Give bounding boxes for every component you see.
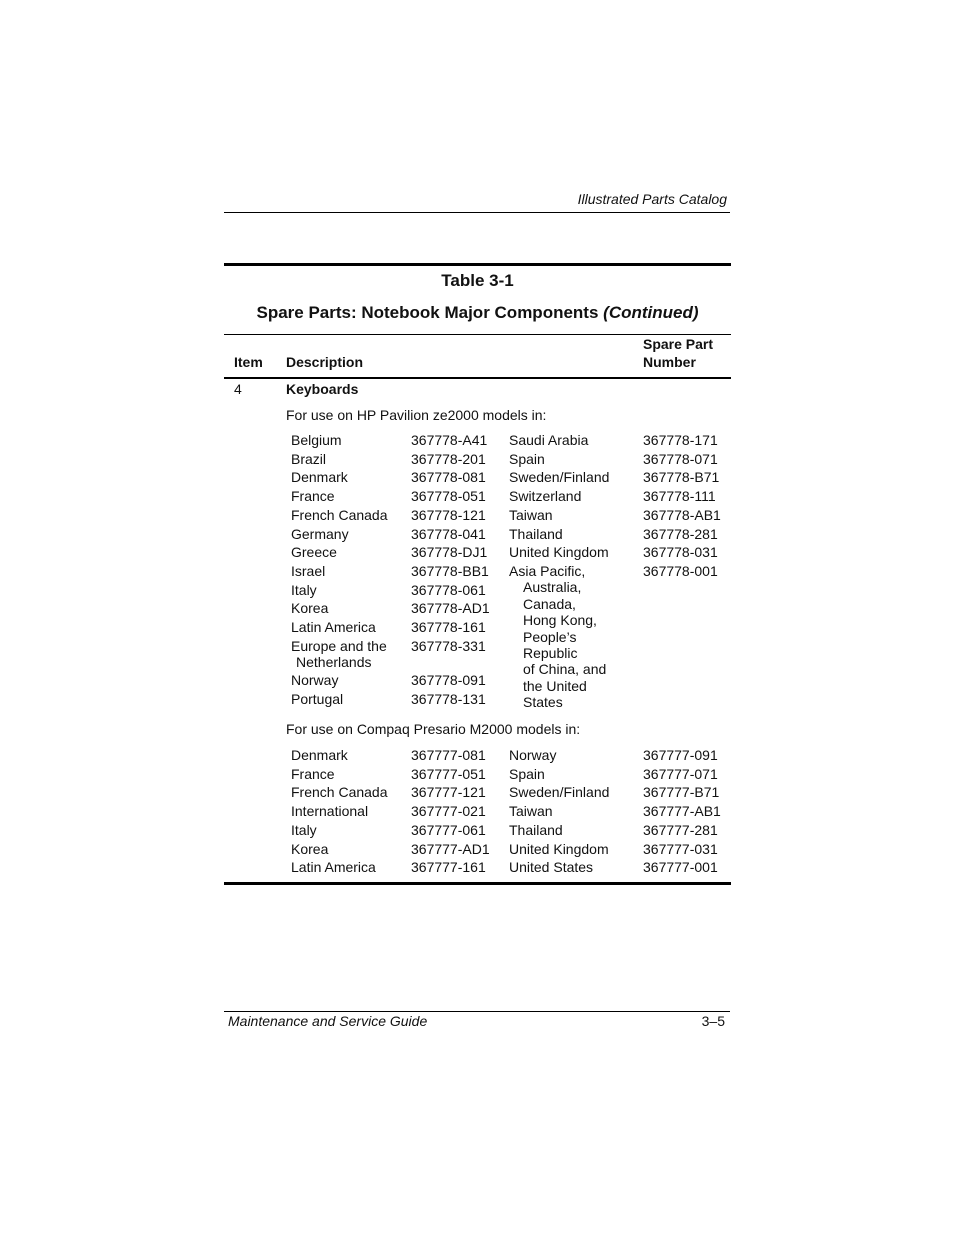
column-header-description: Description: [286, 354, 364, 370]
keyboard-country-asia-line: People’s: [523, 628, 577, 645]
table-top-rule: [224, 263, 731, 266]
keyboard-part-number: 367778-B71: [643, 469, 720, 486]
keyboard-country: Norway: [509, 747, 557, 763]
keyboard-country: Taiwan: [509, 803, 553, 820]
keyboard-part-number: 367777-001: [643, 859, 718, 876]
table-title-suffix: (Continued): [603, 303, 699, 322]
keyboard-country: France: [291, 488, 335, 505]
keyboard-part-number: 367778-171: [643, 432, 718, 448]
table-title: [224, 303, 731, 323]
keyboard-country: Italy: [291, 821, 317, 838]
keyboard-part-number: 367777-071: [643, 765, 718, 782]
keyboard-part-number: 367778-BB1: [411, 562, 489, 579]
keyboard-country: Germany: [291, 525, 349, 542]
keyboard-part-number: 367777-061: [411, 821, 486, 838]
keyboard-country: United Kingdom: [509, 544, 609, 561]
keyboard-part-number: 367778-DJ1: [411, 544, 488, 561]
keyboard-country-asia-line: Canada,: [523, 595, 576, 612]
keyboard-part-number: 367777-281: [643, 821, 718, 838]
keyboard-part-number: 367777-051: [411, 765, 486, 782]
keyboard-country: Thailand: [509, 525, 563, 542]
keyboard-part-number: 367778-061: [411, 581, 486, 598]
keyboard-country: Belgium: [291, 432, 342, 448]
keyboard-part-number: 367778-081: [411, 469, 486, 486]
keyboard-part-number: 367778-161: [411, 619, 486, 635]
keyboard-country: Brazil: [291, 450, 327, 467]
keyboard-part-number: 367778-071: [643, 450, 718, 467]
keyboard-country: French Canada: [291, 784, 388, 801]
keyboard-country-continued: Netherlands: [296, 653, 372, 670]
keyboard-country: Switzerland: [509, 488, 582, 505]
keyboard-country-asia-line: Asia Pacific,: [509, 562, 586, 579]
keyboard-part-number: 367778-201: [411, 450, 486, 467]
keyboard-country: Israel: [291, 562, 326, 579]
keyboard-country: Norway: [291, 672, 339, 689]
table-title-text: Spare Parts: Notebook Major Components: [256, 303, 599, 322]
keyboard-country: Denmark: [291, 747, 348, 763]
keyboard-country-asia-line: the United: [523, 677, 587, 694]
keyboard-part-number: 367777-021: [411, 803, 486, 820]
keyboard-country: Taiwan: [509, 506, 553, 523]
column-header-spare-part-line1: Spare Part: [643, 336, 714, 352]
keyboard-part-number: 367777-031: [643, 840, 718, 857]
keyboard-country: Sweden/Finland: [509, 469, 610, 486]
running-header: Illustrated Parts Catalog: [577, 191, 727, 207]
footer-page-number: 3–5: [701, 1013, 725, 1029]
column-header-spare-part-line2: Number: [643, 354, 696, 370]
keyboard-country: Korea: [291, 600, 329, 617]
keyboard-country: France: [291, 765, 335, 782]
keyboard-country: Sweden/Finland: [509, 784, 610, 801]
keyboard-part-number: 367777-B71: [643, 784, 720, 801]
keyboard-part-number: 367778-051: [411, 488, 486, 505]
keyboard-part-number: 367778-041: [411, 525, 486, 542]
keyboard-part-number: 367777-091: [643, 747, 718, 763]
table-number: Table 3-1: [441, 271, 514, 290]
keyboard-part-number: 367777-AD1: [411, 840, 490, 857]
keyboard-country-asia-line: Republic: [523, 644, 578, 661]
header-rule: [224, 212, 730, 213]
keyboard-country: Saudi Arabia: [509, 432, 589, 448]
table-header-bottom-rule: [224, 377, 731, 379]
keyboard-part-number: 367778-001: [643, 562, 718, 579]
keyboard-part-number: 367778-331: [411, 637, 486, 654]
keyboard-country-asia-line: Australia,: [523, 579, 582, 596]
keyboard-part-number: 367777-121: [411, 784, 486, 801]
keyboard-country: International: [291, 803, 369, 820]
keyboard-part-number: 367778-091: [411, 672, 486, 689]
keyboard-part-number: 367778-111: [643, 488, 716, 505]
keyboard-part-number: 367777-AB1: [643, 803, 721, 820]
keyboard-country: Portugal: [291, 691, 344, 708]
keyboard-country-asia-line: Hong Kong,: [523, 612, 597, 629]
footer-rule: [224, 1011, 730, 1012]
category-label: Keyboards: [286, 381, 359, 397]
footer-guide-title: Maintenance and Service Guide: [228, 1013, 428, 1029]
keyboard-country: Denmark: [291, 469, 348, 486]
keyboard-part-number: 367778-281: [643, 525, 718, 542]
keyboard-country: Europe and the: [291, 637, 387, 654]
keyboard-part-number: 367778-AD1: [411, 600, 490, 617]
keyboard-country: Latin America: [291, 859, 376, 876]
keyboard-part-number: 367778-A41: [411, 432, 488, 448]
keyboard-part-number: 367778-121: [411, 506, 486, 523]
group1-heading: For use on HP Pavilion ze2000 models in:: [286, 407, 547, 423]
keyboard-country: United States: [509, 859, 594, 876]
keyboard-country: Spain: [509, 765, 545, 782]
column-header-item: Item: [234, 354, 263, 370]
keyboard-part-number: 367777-161: [411, 859, 486, 876]
keyboard-part-number: 367778-AB1: [643, 506, 721, 523]
keyboard-country: Greece: [291, 544, 337, 561]
keyboard-country: Italy: [291, 581, 317, 598]
keyboard-country-asia-line: of China, and: [523, 661, 607, 678]
keyboard-country: Latin America: [291, 619, 376, 635]
column-header-spare-part: [643, 335, 713, 371]
keyboard-country: Thailand: [509, 821, 563, 838]
keyboard-country: United Kingdom: [509, 840, 609, 857]
group2-heading: For use on Compaq Presario M2000 models in:: [286, 721, 581, 737]
keyboard-part-number: 367778-131: [411, 691, 486, 708]
table-bottom-rule: [224, 882, 731, 885]
keyboard-country-asia-line: States: [523, 694, 563, 711]
keyboard-part-number: 367777-081: [411, 747, 486, 763]
keyboard-part-number: 367778-031: [643, 544, 718, 561]
keyboard-country: French Canada: [291, 506, 388, 523]
keyboard-country: Korea: [291, 840, 329, 857]
item-number: 4: [234, 381, 242, 397]
keyboard-country: Spain: [509, 450, 545, 467]
